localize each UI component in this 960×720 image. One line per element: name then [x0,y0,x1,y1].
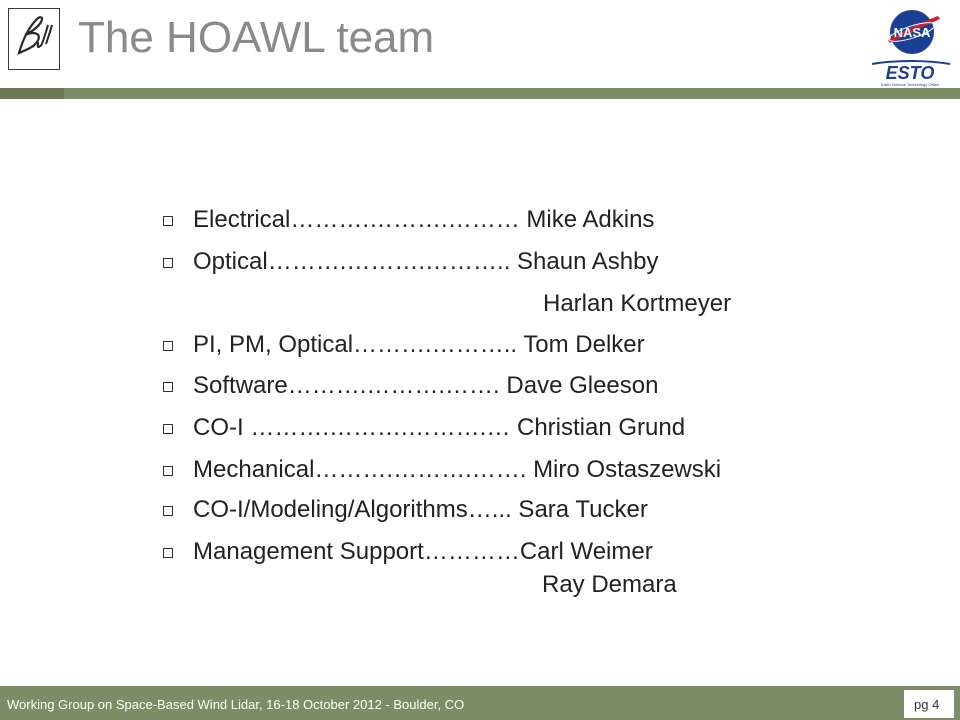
team-member-text: Software……….……….……. Dave Gleeson [193,372,659,399]
bullet-icon [163,258,173,268]
team-member-text: Mechanical……….……….……. Miro Ostaszewski [193,456,722,483]
footer-text: Working Group on Space-Based Wind Lidar, 16-18 October 2012 - Boulder, CO [7,697,465,712]
team-member-text: CO-I ……….……….……….… Christian Grund [193,414,686,441]
team-member-text: CO-I/Modeling/Algorithms…... Sara Tucker [193,496,648,523]
bullet-icon [163,548,173,558]
team-member-text: PI, PM, Optical……….……….. Tom Delker [193,331,645,358]
page-number: pg 4 [914,697,940,712]
bullet-icon [163,424,173,434]
team-member-text: Optical……….……….……….. Shaun Ashby [193,248,659,275]
team-member-continuation: Harlan Kortmeyer [543,290,732,317]
bullet-icon [163,506,173,516]
esto-logo [866,58,954,88]
ball-logo [8,8,60,70]
svg-text:NASA: NASA [893,25,931,40]
bullet-icon [163,216,173,226]
header-divider-accent [0,88,64,99]
header-divider [0,88,960,99]
nasa-logo [882,6,942,58]
page-title: The HOAWL team [78,13,435,62]
svg-text:ESTO: ESTO [885,63,935,83]
svg-text:Earth Science Technology Offic: Earth Science Technology Office [881,82,939,87]
team-member-text: Management Support…………Carl Weimer [193,538,653,565]
team-member-text: Electrical……….……….……… Mike Adkins [193,206,655,233]
bullet-icon [163,341,173,351]
team-member-continuation: Ray Demara [542,571,677,598]
bullet-icon [163,466,173,476]
bullet-icon [163,382,173,392]
